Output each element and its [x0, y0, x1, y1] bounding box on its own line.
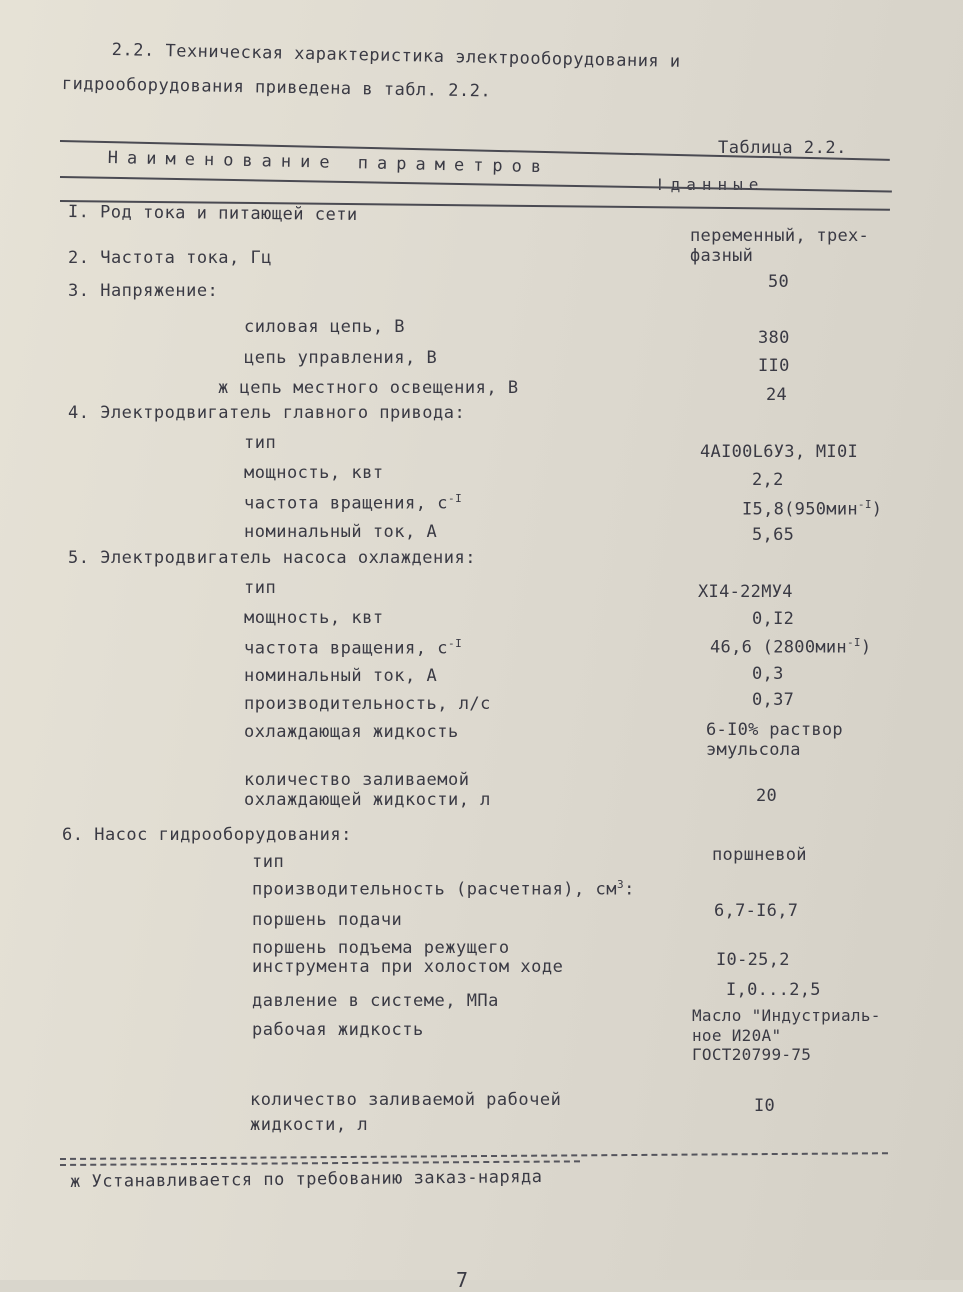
header-name-column: Наименование параметров: [107, 148, 551, 178]
row-hydraulic-pump-flow-label: производительность (расчетная), $см^3$:: [252, 878, 635, 900]
row-main-motor-speed-value: I5,8(950мин$^{-I}$): [742, 498, 883, 520]
row-voltage-label: 3. Напряжение:: [68, 281, 219, 301]
row-coolant-pump-current-value: 0,3: [752, 664, 784, 684]
row-coolant-volume-value: 20: [756, 786, 778, 806]
header-data-column: !данные: [655, 175, 765, 194]
row-coolant-volume-label-2: охлаждающей жидкости, л: [244, 790, 491, 810]
row-system-pressure-label: давление в системе, МПа: [252, 991, 499, 1011]
row-main-motor-current-value: 5,65: [752, 525, 795, 545]
row-lighting-circuit-label: ж цепь местного освещения, В: [218, 378, 519, 398]
row-coolant-pump-speed-value: 46,6 (2800мин$^{-I}$): [710, 636, 872, 658]
row-coolant-pump-current-label: номинальный ток, А: [244, 666, 438, 686]
row-coolant-pump-power-value: 0,I2: [752, 609, 795, 629]
row-system-pressure-value: I,0...2,5: [726, 980, 821, 1000]
row-working-fluid-value-2: ное И20А": [692, 1026, 782, 1045]
row-feed-piston-value: 6,7-I6,7: [714, 901, 799, 921]
row-hydraulic-pump-type-value: поршневой: [712, 845, 807, 865]
row-coolant-pump-type-label: тип: [244, 578, 277, 598]
row-hydraulic-pump-label: 6. Насос гидрооборудования:: [62, 825, 352, 845]
table-bottom-rule-1: [60, 1152, 888, 1160]
row-coolant-pump-power-label: мощность, квт: [244, 608, 384, 628]
row-power-circuit-value: 380: [758, 328, 790, 348]
row-lighting-circuit-value: 24: [766, 385, 788, 405]
row-coolant-fluid-value-1: 6-I0% раствор: [706, 720, 843, 740]
row-coolant-volume-label-1: количество заливаемой: [244, 770, 470, 790]
row-coolant-pump-motor-label: 5. Электродвигатель насоса охлаждения:: [68, 548, 476, 568]
row-frequency-label: 2. Частота тока, Гц: [68, 248, 272, 268]
table-bottom-rule-2: [60, 1160, 580, 1166]
row-working-fluid-volume-value: I0: [754, 1096, 776, 1116]
footnote: ж Устанавливается по требованию заказ-наряда: [70, 1167, 543, 1192]
row-working-fluid-volume-label-2: жидкости, л: [250, 1115, 369, 1135]
table-caption: Таблица 2.2.: [718, 138, 847, 158]
row-main-motor-type-label: тип: [244, 433, 277, 453]
row-coolant-pump-type-value: ХI4-22МУ4: [698, 582, 793, 602]
page-number: 7: [456, 1268, 469, 1292]
row-lift-piston-value: I0-25,2: [716, 950, 790, 970]
row-lift-piston-label-2: инструмента при холостом ходе: [252, 957, 564, 977]
row-frequency-value: 50: [768, 272, 790, 292]
row-current-type-value-2: фазный: [690, 246, 754, 266]
row-coolant-pump-flow-value: 0,37: [752, 690, 795, 710]
intro-line-2: гидрооборудования приведена в табл. 2.2.: [61, 74, 492, 102]
row-current-type-value-1: переменный, трех-: [690, 226, 870, 246]
header-top-rule: [60, 176, 892, 193]
row-control-circuit-value: II0: [758, 356, 790, 376]
row-working-fluid-volume-label-1: количество заливаемой рабочей: [250, 1090, 562, 1110]
row-main-motor-power-label: мощность, квт: [244, 463, 384, 483]
row-feed-piston-label: поршень подачи: [252, 910, 403, 930]
row-coolant-pump-flow-label: производительность, л/с: [244, 694, 491, 714]
intro-line-1: 2.2. Техническая характеристика электрооборудования и: [111, 40, 681, 72]
row-power-circuit-label: силовая цепь, В: [244, 317, 406, 337]
row-coolant-fluid-label: охлаждающая жидкость: [244, 722, 459, 742]
row-lift-piston-label-1: поршень подъема режущего: [252, 938, 510, 958]
row-current-type-label: I. Род тока и питающей сети: [67, 202, 358, 226]
row-working-fluid-value-1: Масло "Индустриаль-: [692, 1006, 881, 1025]
row-coolant-pump-speed-label: частота вращения, $с^{-I}$: [244, 637, 463, 659]
row-hydraulic-pump-type-label: тип: [252, 852, 285, 872]
row-control-circuit-label: цепь управления, В: [244, 348, 438, 368]
row-working-fluid-value-3: ГОСТ20799-75: [692, 1045, 812, 1064]
row-main-motor-label: 4. Электродвигатель главного привода:: [68, 403, 466, 423]
row-main-motor-type-value: 4АI00L6У3, МI0I: [700, 442, 859, 462]
row-main-motor-speed-label: частота вращения, $с^{-I}$: [244, 492, 463, 514]
row-main-motor-current-label: номинальный ток, А: [244, 522, 438, 542]
row-main-motor-power-value: 2,2: [752, 470, 784, 490]
row-working-fluid-label: рабочая жидкость: [252, 1020, 424, 1040]
row-coolant-fluid-value-2: эмульсола: [706, 740, 801, 760]
